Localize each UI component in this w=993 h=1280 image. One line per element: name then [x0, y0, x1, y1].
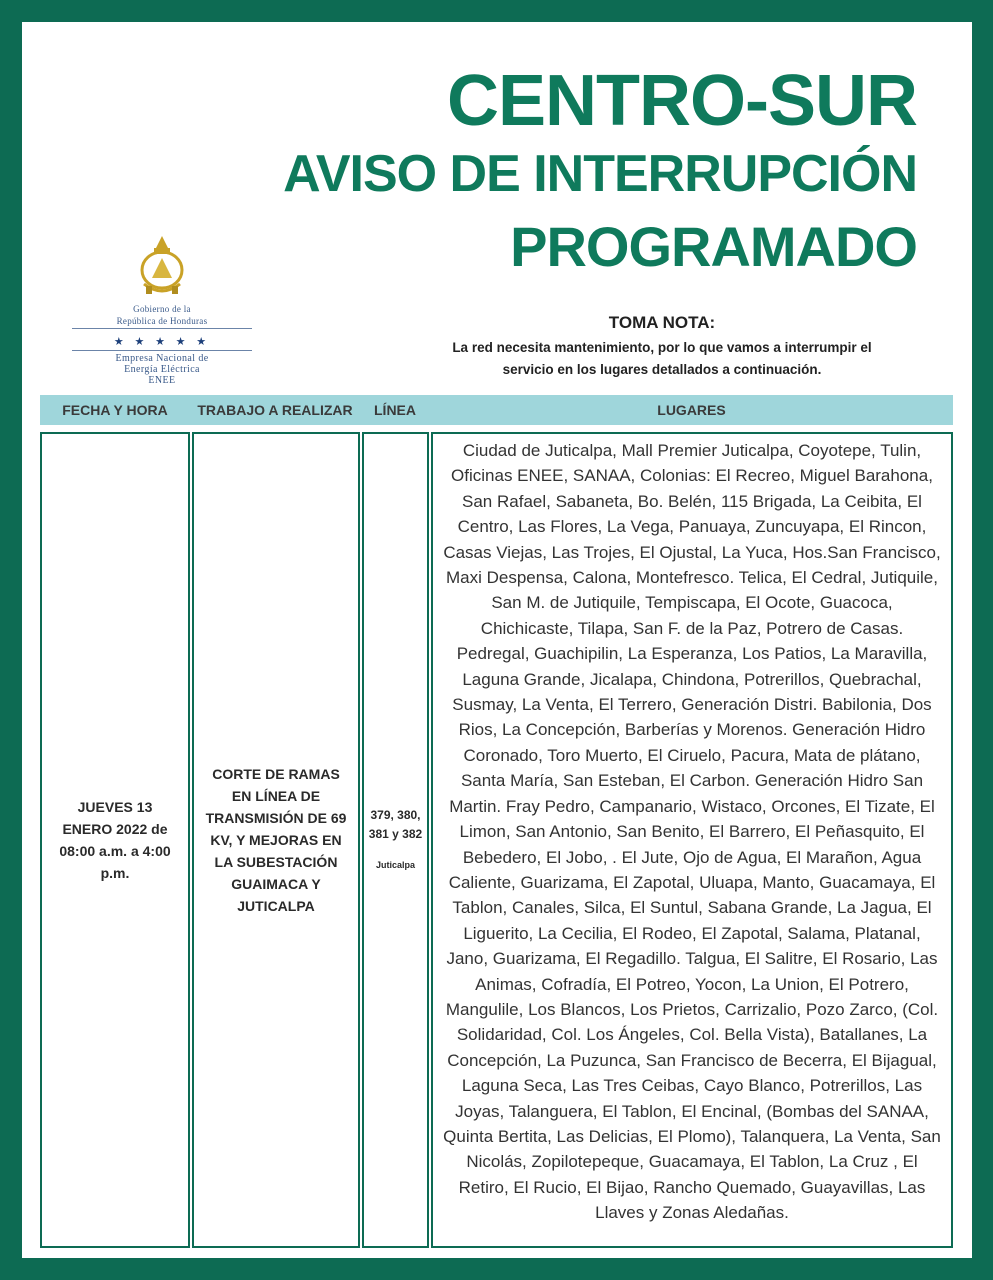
column-header-fecha: FECHA Y HORA [62, 402, 168, 418]
column-header-trabajo: TRABAJO A REALIZAR [197, 402, 353, 418]
cell-lugares: Ciudad de Juticalpa, Mall Premier Juticalpa, Coyotepe, Tulin, Oficinas ENEE, SANAA, Colonias: El Recreo, Miguel Barahona, San Rafael, Sabaneta, Bo. Belén, 115 Brigada, La Ceibita, El Centro, Las Flores, La Vega, Panuaya, Zuncuyapa, El Rincon, Casas Viejas, Las Trojes, El Ojustal, La Yuca, Hos.San Francisco, Maxi Despensa, Calona, Montefresco. Telica, El Cedral, Jutiquile, San M. de Jutiquile, Tempiscapa, El Ocote, Guacoca, Chichicaste, Tilapa, San F. de la Paz, Potrero de Casas. Pedregal, Guachipilin, La Esperanza, Los Patios, La Maravilla, Laguna Grande, Jicalapa, Chindona, Potrerillos, Quebrachal, Susmay, La Venta, El Terrero, Generación Distri. Babilonia, Dos Rios, La Concepción, Barberías y Morenos. Generación Hidro Coronado, Toro Muerto, El Ciruelo, Pacura, Mata de plátano, Santa María, San Esteban, El Carbon. Generación Hidro San Martin. Fray Pedro, Campanario, Wistaco, Orcones, El Tizate, El Limon, San Antonio, San Benito, El Barrero, El Peñasquito, El Bebedero, El Jobo, . El Jute, Ojo de Agua, El Marañon, Agua Caliente, Guarizama, El Zapotal, Uluapa, Manto, Guacamaya, El Tablon, Canales, Silca, El Suntul, Sabana Grande, La Jagua, El Liguerito, La Cecilia, El Rodeo, El Zapotal, Salama, Platanal, Jano, Guarizama, El Regadillo. Talgua, El Salitre, El Rosario, Las Animas, Cofradía, El Potreo, Yocon, La Union, El Potrero, Mangulile, Los Blancos, Los Prietos, Carrizalio, Pozo Zarco, (Col. Solidaridad, Col. Los Ángeles, Col. Bella Vista), Batallanes, La Concepción, La Puzunca, San Francisco de Becerra, El Bijagual, Laguna Seca, Las Tres Ceibas, Cayo Blanco, Potrerillos, Las Joyas, Talanguera, El Tablon, El Encinal, (Bombas del SANAA, Quinta Bertita, Las Delicias, El Plomo), Talanquera, La Venta, San Nicolás, Zopilotepeque, Guacamaya, El Tablon, La Cruz , El Retiro, El Rucio, El Bijao, Rancho Quemado, Guayavillas, Las Llaves y Zonas Aledañas. [431, 432, 953, 1248]
enee-line-3: ENEE [148, 375, 176, 386]
notice-subtitle: PROGRAMADO [510, 215, 917, 278]
coat-of-arms-icon [132, 232, 192, 302]
linea-numbers: 379, 380, 381 y 382 [368, 807, 423, 841]
gov-line-1: Gobierno de la [133, 304, 191, 314]
column-header-lugares: LUGARES [657, 402, 726, 418]
enee-line-2: Energía Eléctrica [124, 364, 200, 375]
column-header-linea: LÍNEA [374, 402, 416, 418]
notice-page [22, 22, 972, 1258]
notice-heading: TOMA NOTA: [608, 313, 716, 332]
enee-line-1: Empresa Nacional de [115, 353, 209, 364]
notice-box [362, 313, 962, 381]
logo-divider [72, 328, 252, 329]
notice-text-2: servicio en los lugares detallados a continuación. [502, 362, 822, 377]
region-title: CENTRO-SUR [447, 61, 917, 141]
table-header [40, 395, 953, 425]
stars-icon: ★ ★ ★ ★ ★ [113, 336, 211, 348]
notice-title: AVISO DE INTERRUPCIÓN [283, 145, 917, 203]
notice-text-1: La red necesita mantenimiento, por lo que vamos a interrumpir el [452, 340, 872, 355]
cell-fecha: JUEVES 13 ENERO 2022 de 08:00 a.m. a 4:00 p.m. [40, 432, 190, 1248]
gov-line-2: República de Honduras [116, 316, 208, 326]
cell-linea [362, 432, 429, 1248]
enee-logo [62, 232, 262, 392]
linea-zona: Juticalpa [375, 859, 415, 870]
cell-trabajo: CORTE DE RAMAS EN LÍNEA DE TRANSMISIÓN DE 69 KV, Y MEJORAS EN LA SUBESTACIÓN GUAIMACA Y JUTICALPA [192, 432, 360, 1248]
logo-divider-2 [72, 350, 252, 351]
